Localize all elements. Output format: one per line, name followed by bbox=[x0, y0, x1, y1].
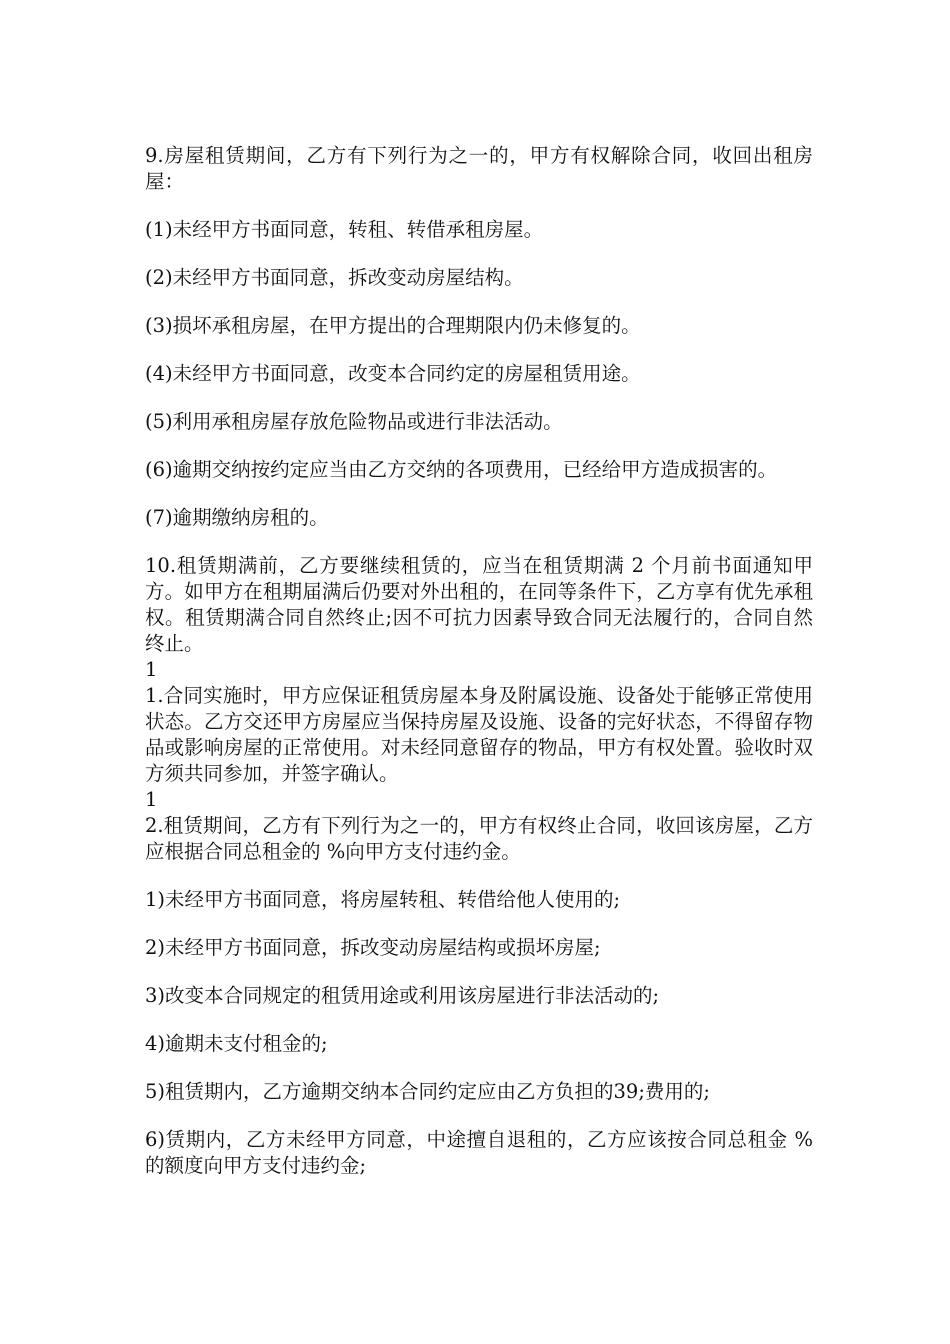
paragraph-subitem-4: 4)逾期未支付租金的; bbox=[145, 1032, 328, 1055]
paragraph-subitem-3: 3)改变本合同规定的租赁用途或利用该房屋进行非法活动的; bbox=[145, 984, 660, 1007]
paragraph-subitem-6: 6)赁期内，乙方未经甲方同意，中途擅自退租的，乙方应该按合同总租金 %的额度向甲方支付违约金; bbox=[145, 1128, 813, 1177]
paragraph-item-1: (1)未经甲方书面同意，转租、转借承租房屋。 bbox=[145, 218, 544, 241]
paragraph-clause-11: 1.合同实施时，甲方应保证租赁房屋本身及附属设施、设备处于能够正常使用状态。乙方交还甲方房屋应当保持房屋及设施、设备的完好状态，不得留存物品或影响房屋的正常使用。对未经同意留存的物品，甲方有权处置。验收时双方须共同参加，并签字确认。 bbox=[145, 684, 813, 785]
paragraph-item-4: (4)未经甲方书面同意，改变本合同约定的房屋租赁用途。 bbox=[145, 362, 641, 385]
paragraph-subitem-2: 2)未经甲方书面同意，拆改变动房屋结构或损坏房屋; bbox=[145, 936, 601, 959]
paragraph-clause-10: 10.租赁期满前，乙方要继续租赁的，应当在租赁期满 2 个月前书面通知甲方。如甲方在租期届满后仍要对外出租的，在同等条件下，乙方享有优先承租权。租赁期满合同自然终止;因不可抗力因素导致合同无法履行的，合同自然终止。 bbox=[145, 554, 813, 655]
document-body bbox=[145, 143, 813, 1201]
paragraph-item-2: (2)未经甲方书面同意，拆改变动房屋结构。 bbox=[145, 266, 524, 289]
paragraph-item-3: (3)损坏承租房屋，在甲方提出的合理期限内仍未修复的。 bbox=[145, 314, 641, 337]
paragraph-subitem-1: 1)未经甲方书面同意，将房屋转租、转借给他人使用的; bbox=[145, 888, 621, 911]
paragraph-item-5: (5)利用承租房屋存放危险物品或进行非法活动。 bbox=[145, 410, 563, 433]
paragraph-subitem-5: 5)租赁期内，乙方逾期交纳本合同约定应由乙方负担的39;费用的; bbox=[145, 1080, 710, 1103]
paragraph-number: 1 bbox=[145, 658, 158, 681]
paragraph-clause-12: 2.租赁期间，乙方有下列行为之一的，甲方有权终止合同，收回该房屋，乙方应根据合同总租金的 %向甲方支付违约金。 bbox=[145, 814, 813, 863]
paragraph-number: 1 bbox=[145, 788, 158, 811]
paragraph-item-6: (6)逾期交纳按约定应当由乙方交纳的各项费用，已经给甲方造成损害的。 bbox=[145, 458, 778, 481]
paragraph-clause-9: 9.房屋租赁期间，乙方有下列行为之一的，甲方有权解除合同，收回出租房屋： bbox=[145, 144, 813, 193]
paragraph-item-7: (7)逾期缴纳房租的。 bbox=[145, 506, 329, 529]
